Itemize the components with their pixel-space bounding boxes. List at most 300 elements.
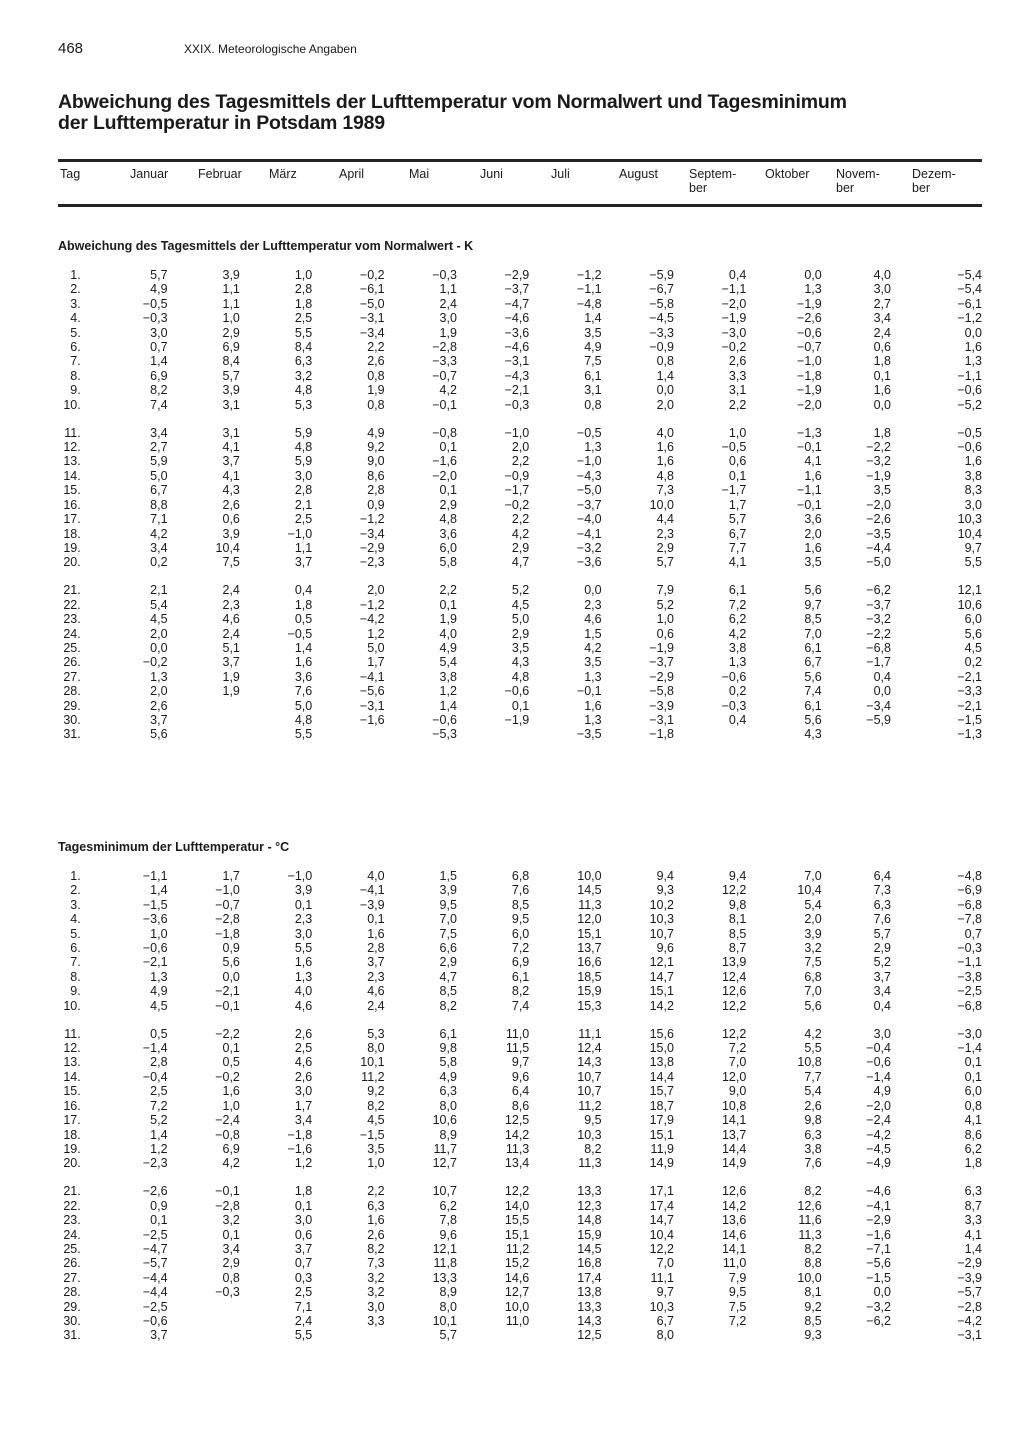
day-cell: 3.	[70, 897, 81, 912]
value-cell: 1,3	[584, 712, 602, 727]
value-cell: 5,2	[150, 1113, 168, 1128]
value-cell: −0,1	[432, 397, 457, 412]
value-cell: 6,4	[873, 869, 891, 883]
value-cell: 6,3	[804, 1127, 822, 1142]
value-cell: 15,1	[649, 984, 674, 999]
day-cell: 5.	[70, 325, 81, 340]
value-cell: 0,8	[964, 1098, 982, 1113]
table-row	[58, 282, 982, 296]
running-title: XXIX. Meteorologische Angaben	[184, 42, 357, 56]
day-cell: 31.	[63, 1328, 81, 1343]
value-cell: −3,9	[359, 897, 385, 912]
value-cell: 0,1	[511, 698, 530, 713]
value-cell: 6,7	[150, 483, 168, 498]
value-cell: −6,7	[649, 282, 674, 297]
value-cell: 8,1	[804, 1285, 822, 1300]
day-cell: 10.	[63, 397, 81, 412]
group-gap	[58, 412, 982, 426]
day-cell: 13.	[63, 454, 81, 469]
table-row	[58, 555, 982, 569]
value-cell: 2,2	[367, 1184, 385, 1199]
day-cell: 4.	[70, 311, 81, 326]
value-cell: 1,0	[294, 268, 313, 282]
day-cell: 21.	[63, 1184, 81, 1199]
value-cell: −4,7	[142, 1241, 168, 1256]
value-cell: 4,2	[584, 640, 602, 655]
value-cell: −3,3	[957, 684, 982, 699]
value-cell: −0,6	[721, 669, 747, 684]
value-cell: −1,1	[957, 955, 982, 970]
table-row	[58, 1156, 982, 1170]
value-cell: 12,2	[721, 998, 747, 1013]
value-cell: 5,9	[294, 425, 313, 440]
value-cell	[457, 1328, 529, 1342]
value-cell: 3,9	[222, 526, 240, 541]
value-cell: −3,6	[142, 912, 168, 927]
title-line-2: der Lufttemperatur in Potsdam 1989	[58, 112, 385, 134]
value-cell: 0,2	[150, 555, 168, 570]
value-cell: 2,1	[150, 583, 168, 598]
value-cell: 3,8	[804, 1141, 822, 1156]
value-cell: −4,1	[359, 669, 385, 684]
value-cell: −2,5	[957, 984, 982, 999]
day-cell: 28.	[63, 684, 81, 699]
value-cell: −1,1	[142, 869, 168, 883]
value-cell: −5,8	[649, 296, 674, 311]
value-cell: 8,2	[804, 1241, 822, 1256]
value-cell: 8,2	[367, 1241, 385, 1256]
value-cell: −1,0	[287, 526, 313, 541]
value-cell: 6,2	[728, 612, 747, 627]
value-cell: 3,4	[222, 1241, 240, 1256]
value-cell: 10,4	[215, 540, 240, 555]
value-cell: 5,6	[222, 955, 240, 970]
value-cell: 4,0	[873, 268, 891, 282]
value-cell: 5,0	[511, 612, 530, 627]
day-cell: 3.	[70, 296, 81, 311]
col-header-dez-l1: Dezem-	[912, 167, 956, 181]
value-cell: 5,5	[294, 1328, 313, 1343]
value-cell: 14,4	[721, 1141, 747, 1156]
value-cell: 3,3	[728, 368, 747, 383]
value-cell: −2,1	[142, 955, 168, 970]
day-cell: 24.	[63, 1227, 81, 1242]
value-cell: 4,8	[439, 512, 457, 527]
value-cell: 0,9	[367, 497, 385, 512]
value-cell: 2,5	[294, 311, 313, 326]
value-cell: 2,0	[367, 583, 385, 598]
group-gap	[58, 1171, 982, 1185]
value-cell: −3,1	[957, 1328, 982, 1343]
value-cell: 0,4	[873, 998, 891, 1013]
value-cell: 4,0	[656, 425, 674, 440]
value-cell: −1,8	[797, 368, 822, 383]
value-cell: 1,7	[222, 869, 240, 883]
value-cell: 4,5	[511, 597, 530, 612]
value-cell: 9,3	[656, 883, 674, 898]
value-cell: −1,2	[957, 311, 982, 326]
value-cell: −4,8	[957, 869, 982, 883]
value-cell: −0,2	[142, 655, 168, 670]
value-cell: 4,8	[656, 468, 674, 483]
day-cell: 29.	[63, 1299, 81, 1314]
value-cell: 1,8	[873, 425, 891, 440]
value-cell: 2,8	[294, 483, 313, 498]
day-cell: 23.	[63, 612, 81, 627]
value-cell: 0,7	[964, 926, 982, 941]
value-cell: 10,0	[649, 497, 674, 512]
value-cell: 15,1	[577, 926, 602, 941]
value-cell: −1,7	[504, 483, 530, 498]
value-cell	[312, 1328, 384, 1342]
value-cell: 14,7	[649, 969, 674, 984]
value-cell: 5,2	[873, 955, 891, 970]
value-cell: 6,1	[728, 583, 747, 598]
value-cell: 2,8	[294, 282, 313, 297]
value-cell: 0,1	[728, 468, 747, 483]
value-cell: 0,1	[150, 1213, 168, 1228]
table-row	[58, 268, 982, 282]
value-cell: −6,8	[957, 897, 982, 912]
value-cell: −2,4	[215, 1113, 240, 1128]
day-cell: 26.	[63, 655, 81, 670]
value-cell: 8,0	[367, 1041, 385, 1056]
value-cell: 0,8	[584, 397, 602, 412]
value-cell: −3,1	[649, 712, 674, 727]
day-cell: 7.	[70, 955, 81, 970]
value-cell: −0,6	[504, 684, 530, 699]
value-cell: 6,3	[964, 1184, 982, 1199]
value-cell: 4,8	[294, 440, 313, 455]
value-cell: −1,4	[866, 1069, 891, 1084]
value-cell: −1,5	[142, 897, 168, 912]
value-cell: 4,4	[656, 512, 674, 527]
value-cell: 1,1	[222, 282, 240, 297]
value-cell: 4,5	[367, 1113, 385, 1128]
value-cell: 15,0	[649, 1041, 674, 1056]
table-row	[58, 469, 982, 483]
value-cell: 2,6	[367, 1227, 385, 1242]
value-cell: 2,0	[150, 684, 168, 699]
value-cell: −6,2	[866, 583, 891, 598]
value-cell: 1,8	[873, 354, 891, 369]
value-cell: 4,3	[222, 483, 240, 498]
day-cell: 20.	[63, 1156, 81, 1171]
table-row	[58, 1256, 982, 1270]
value-cell: −1,1	[957, 368, 982, 383]
value-cell: 10,3	[577, 1127, 602, 1142]
value-cell: 7,2	[728, 1041, 747, 1056]
value-cell: −1,0	[576, 454, 602, 469]
group-gap	[58, 1013, 982, 1027]
value-cell: 1,4	[150, 1127, 168, 1142]
day-cell: 11.	[64, 1026, 81, 1041]
value-cell: 5,6	[804, 583, 822, 598]
value-cell: 4,8	[511, 669, 530, 684]
value-cell: 4,9	[439, 1069, 457, 1084]
value-cell: −2,5	[142, 1227, 168, 1242]
value-cell: 14,2	[649, 998, 674, 1013]
value-cell: −0,3	[142, 311, 168, 326]
value-cell: 0,0	[656, 383, 674, 398]
value-cell: −3,4	[359, 526, 385, 541]
value-cell: 2,9	[656, 540, 674, 555]
value-cell: 6,3	[873, 897, 891, 912]
value-cell: −1,7	[866, 655, 891, 670]
value-cell: −3,6	[576, 555, 602, 570]
value-cell: −6,1	[957, 296, 982, 311]
day-cell: 30.	[63, 712, 81, 727]
table-row	[58, 999, 982, 1013]
value-cell: 0,6	[728, 454, 747, 469]
value-cell: −1,4	[957, 1041, 982, 1056]
value-cell: 9,7	[964, 540, 982, 555]
page-title	[58, 92, 958, 134]
value-cell: 3,5	[804, 555, 822, 570]
value-cell: 4,8	[294, 712, 313, 727]
day-cell: 11.	[64, 425, 81, 440]
table-row	[58, 527, 982, 541]
col-header-mar: März	[269, 167, 297, 181]
value-cell: 0,1	[439, 483, 457, 498]
value-cell: 6,7	[656, 1313, 674, 1328]
day-cell: 5.	[70, 926, 81, 941]
value-cell: 4,9	[150, 282, 168, 297]
value-cell: −2,8	[957, 1299, 982, 1314]
value-cell: 11,3	[578, 897, 602, 912]
day-cell: 20.	[63, 555, 81, 570]
group-gap	[58, 570, 982, 584]
value-cell: 14,2	[504, 1127, 530, 1142]
value-cell: 14,9	[649, 1156, 674, 1171]
value-cell: −1,6	[432, 454, 457, 469]
value-cell: 12,6	[721, 1184, 747, 1199]
value-cell: −0,5	[576, 425, 602, 440]
value-cell: 14,3	[577, 1055, 602, 1070]
value-cell: 0,0	[584, 583, 602, 598]
value-cell: 4,0	[294, 984, 313, 999]
value-cell: 2,7	[873, 296, 891, 311]
value-cell: 12,0	[577, 912, 602, 927]
value-cell: 9,2	[367, 440, 385, 455]
value-cell: −0,6	[797, 325, 822, 340]
value-cell: 4,1	[222, 440, 240, 455]
value-cell: 4,3	[511, 655, 530, 670]
col-header-dez-l2: ber	[912, 181, 931, 195]
day-cell: 23.	[63, 1213, 81, 1228]
value-cell: 5,2	[656, 597, 674, 612]
value-cell: 7,4	[804, 684, 822, 699]
table-row	[58, 1027, 982, 1041]
table-row	[58, 1084, 982, 1098]
value-cell: 0,1	[222, 1041, 240, 1056]
value-cell: 1,2	[367, 626, 385, 641]
value-cell: 4,9	[367, 425, 385, 440]
value-cell: −2,8	[215, 912, 240, 927]
value-cell: 3,9	[804, 926, 822, 941]
table-row	[58, 326, 982, 340]
day-cell: 2.	[70, 883, 81, 898]
value-cell: −5,0	[866, 555, 891, 570]
value-cell: −2,3	[142, 1156, 168, 1171]
value-cell: 1,9	[367, 383, 385, 398]
value-cell: 3,7	[222, 454, 240, 469]
value-cell: 6,4	[511, 1084, 530, 1099]
value-cell: 13,7	[577, 941, 602, 956]
value-cell: 12,3	[577, 1198, 602, 1213]
value-cell: 8,6	[367, 468, 385, 483]
value-cell: 5,0	[294, 698, 313, 713]
table-row	[58, 1228, 982, 1242]
day-cell: 15.	[63, 483, 81, 498]
value-cell: 0,1	[439, 597, 457, 612]
value-cell: 10,1	[432, 1313, 457, 1328]
value-cell: 1,4	[294, 640, 313, 655]
value-cell: −1,8	[215, 926, 240, 941]
value-cell: −1,9	[797, 296, 822, 311]
col-header-sep-l2: ber	[689, 181, 708, 195]
value-cell: 1,3	[294, 969, 313, 984]
value-cell: 6,1	[804, 640, 822, 655]
value-cell: 7,0	[728, 1055, 747, 1070]
value-cell: 5,6	[804, 669, 822, 684]
value-cell: 5,8	[439, 1055, 457, 1070]
value-cell: 4,9	[439, 640, 457, 655]
value-cell: 9,8	[439, 1041, 457, 1056]
value-cell: 11,6	[798, 1213, 822, 1228]
value-cell: −1,0	[215, 883, 240, 898]
value-cell: 0,8	[222, 1270, 240, 1285]
value-cell: 0,0	[150, 640, 168, 655]
value-cell: 10,7	[432, 1184, 457, 1199]
value-cell: 5,0	[367, 640, 385, 655]
value-cell: −0,9	[649, 340, 674, 355]
value-cell: −1,4	[142, 1041, 168, 1056]
value-cell: −5,3	[432, 727, 457, 742]
value-cell: 12,2	[721, 1026, 747, 1041]
value-cell: 1,6	[656, 454, 674, 469]
value-cell: 2,8	[367, 483, 385, 498]
value-cell: 3,4	[873, 984, 891, 999]
value-cell: −4,7	[504, 296, 530, 311]
value-cell: −3,4	[866, 698, 891, 713]
page-header	[58, 40, 357, 57]
value-cell: 5,6	[804, 712, 822, 727]
value-cell: 4,6	[367, 984, 385, 999]
value-cell: 7,1	[150, 512, 168, 527]
value-cell: 5,3	[294, 397, 313, 412]
value-cell: 14,7	[649, 1213, 674, 1228]
value-cell: 9,2	[367, 1084, 385, 1099]
value-cell: −0,6	[866, 1055, 891, 1070]
value-cell: 5,4	[804, 1084, 822, 1099]
day-cell: 30.	[63, 1313, 81, 1328]
value-cell	[822, 727, 891, 741]
value-cell: −1,3	[957, 727, 982, 742]
value-cell: 1,3	[584, 669, 602, 684]
value-cell: 10,8	[721, 1098, 747, 1113]
table-row	[58, 426, 982, 440]
value-cell: 8,2	[584, 1141, 602, 1156]
value-cell: 1,0	[367, 1156, 385, 1171]
value-cell: 4,1	[222, 468, 240, 483]
value-cell: 4,5	[964, 640, 982, 655]
value-cell: 7,3	[656, 483, 674, 498]
value-cell: 5,7	[728, 512, 747, 527]
value-cell: 1,3	[150, 669, 168, 684]
value-cell: 3,7	[222, 655, 240, 670]
value-cell: −0,7	[432, 368, 457, 383]
value-cell: 3,2	[222, 1213, 240, 1228]
value-cell: 2,6	[150, 698, 168, 713]
value-cell: 2,6	[294, 1069, 313, 1084]
day-cell: 9.	[70, 383, 81, 398]
day-cell: 7.	[70, 354, 81, 369]
table-row	[58, 1041, 982, 1055]
value-cell: −5,7	[957, 1285, 982, 1300]
value-cell: 8,9	[439, 1285, 457, 1300]
table-row	[58, 984, 982, 998]
value-cell: 5,5	[294, 325, 313, 340]
minimum-temperature-table	[58, 869, 982, 1343]
value-cell	[168, 699, 240, 713]
value-cell: 7,9	[656, 583, 674, 598]
value-cell: 9,5	[584, 1113, 602, 1128]
value-cell: 1,3	[150, 969, 168, 984]
value-cell: 9,6	[511, 1069, 530, 1084]
value-cell: 3,7	[150, 712, 168, 727]
value-cell: 0,8	[656, 354, 674, 369]
value-cell: 7,2	[150, 1098, 168, 1113]
value-cell: 18,7	[649, 1098, 674, 1113]
value-cell: 13,3	[577, 1299, 602, 1314]
value-cell: 15,2	[504, 1256, 530, 1271]
value-cell: 9,6	[439, 1227, 457, 1242]
value-cell: −4,3	[576, 468, 602, 483]
col-header-jun: Juni	[480, 167, 503, 181]
value-cell: 4,0	[367, 869, 385, 883]
value-cell: 3,3	[367, 1313, 385, 1328]
value-cell: 4,7	[511, 555, 530, 570]
value-cell: −0,8	[215, 1127, 240, 1142]
value-cell: −2,2	[215, 1026, 240, 1041]
value-cell: 10,1	[360, 1055, 385, 1070]
value-cell: 1,4	[964, 1241, 982, 1256]
table-row	[58, 898, 982, 912]
table-row	[58, 383, 982, 397]
value-cell: 9,4	[728, 869, 747, 883]
value-cell: 0,8	[367, 397, 385, 412]
value-cell: 0,0	[873, 684, 891, 699]
value-cell: 2,2	[511, 454, 530, 469]
value-cell: −2,3	[359, 555, 385, 570]
value-cell: 7,6	[873, 912, 891, 927]
value-cell: 8,2	[439, 998, 457, 1013]
table-row	[58, 311, 982, 325]
value-cell: 4,6	[222, 612, 240, 627]
value-cell: 7,9	[728, 1270, 747, 1285]
value-cell: 2,5	[294, 1285, 313, 1300]
value-cell: −2,0	[866, 497, 891, 512]
table-row	[58, 297, 982, 311]
value-cell: 3,5	[511, 640, 530, 655]
value-cell	[312, 727, 384, 741]
value-cell: 14,2	[721, 1198, 747, 1213]
value-cell: 7,6	[511, 883, 530, 898]
value-cell: 3,5	[584, 655, 602, 670]
value-cell: 1,4	[150, 883, 168, 898]
value-cell: −3,0	[721, 325, 747, 340]
